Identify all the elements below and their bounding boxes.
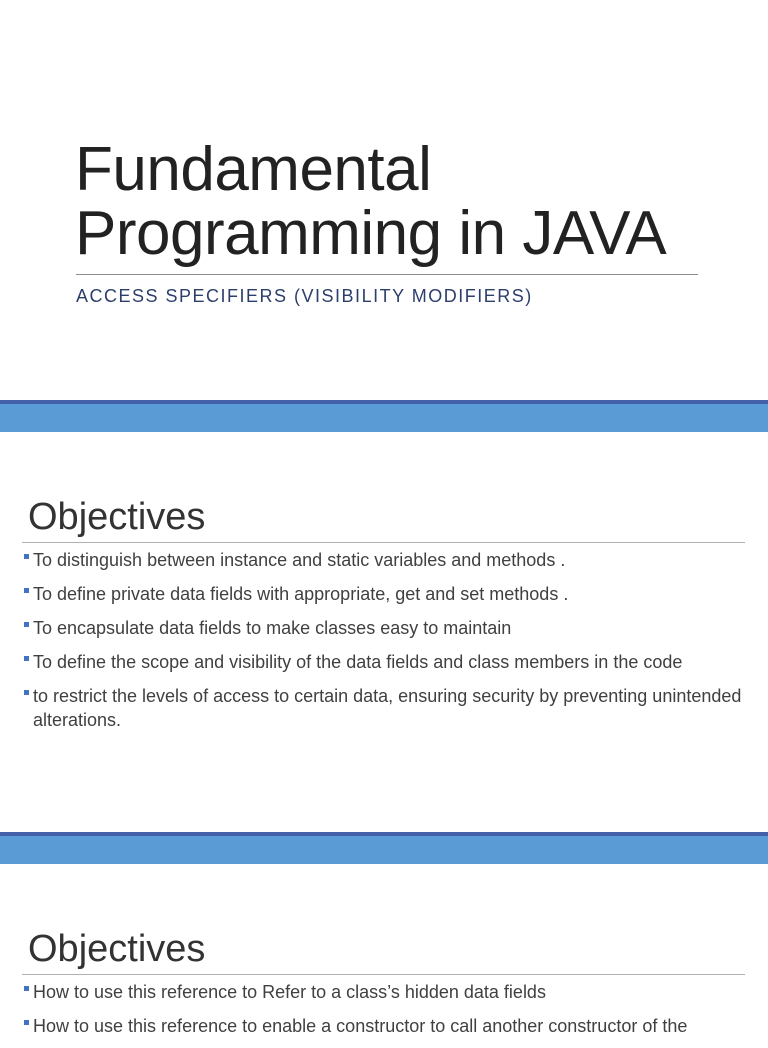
list-item bbox=[22, 684, 752, 732]
bullet-icon bbox=[24, 690, 29, 695]
bullet-icon bbox=[24, 656, 29, 661]
presentation-subtitle: ACCESS SPECIFIERS (VISIBILITY MODIFIERS) bbox=[76, 286, 533, 306]
list-item-text: To encapsulate data fields to make classes easy to maintain bbox=[33, 618, 512, 638]
slide-heading: Objectives bbox=[28, 928, 206, 970]
objectives-list bbox=[22, 980, 752, 1048]
list-item bbox=[22, 548, 752, 572]
list-item-text: How to use this reference to Refer to a class’s hidden data fields bbox=[33, 982, 546, 1002]
bullet-icon bbox=[24, 986, 29, 991]
list-item bbox=[22, 980, 752, 1004]
list-item-text: To distinguish between instance and static variables and methods . bbox=[33, 550, 566, 570]
list-item-text: to restrict the levels of access to certain data, ensuring security by preventing unintended alterations. bbox=[33, 686, 742, 730]
presentation-title: Fundamental Programming in JAVA bbox=[75, 135, 667, 268]
slide-heading: Objectives bbox=[28, 496, 206, 538]
heading-divider bbox=[22, 542, 745, 543]
slide-separator bbox=[0, 400, 768, 432]
list-item bbox=[22, 650, 752, 674]
objectives-list bbox=[22, 548, 752, 742]
objectives-slide-2 bbox=[0, 864, 768, 1036]
slide-separator bbox=[0, 832, 768, 864]
list-item bbox=[22, 1014, 752, 1038]
heading-divider bbox=[22, 974, 745, 975]
list-item-text: To define the scope and visibility of the data fields and class members in the code bbox=[33, 652, 683, 672]
bullet-icon bbox=[24, 1020, 29, 1025]
title-slide bbox=[0, 0, 768, 400]
bullet-icon bbox=[24, 554, 29, 559]
title-divider bbox=[76, 274, 698, 275]
list-item bbox=[22, 616, 752, 640]
bullet-icon bbox=[24, 588, 29, 593]
list-item bbox=[22, 582, 752, 606]
list-item-text: To define private data fields with appropriate, get and set methods . bbox=[33, 584, 569, 604]
objectives-slide bbox=[0, 432, 768, 832]
bullet-icon bbox=[24, 622, 29, 627]
list-item-text: How to use this reference to enable a constructor to call another constructor of the bbox=[33, 1016, 688, 1036]
